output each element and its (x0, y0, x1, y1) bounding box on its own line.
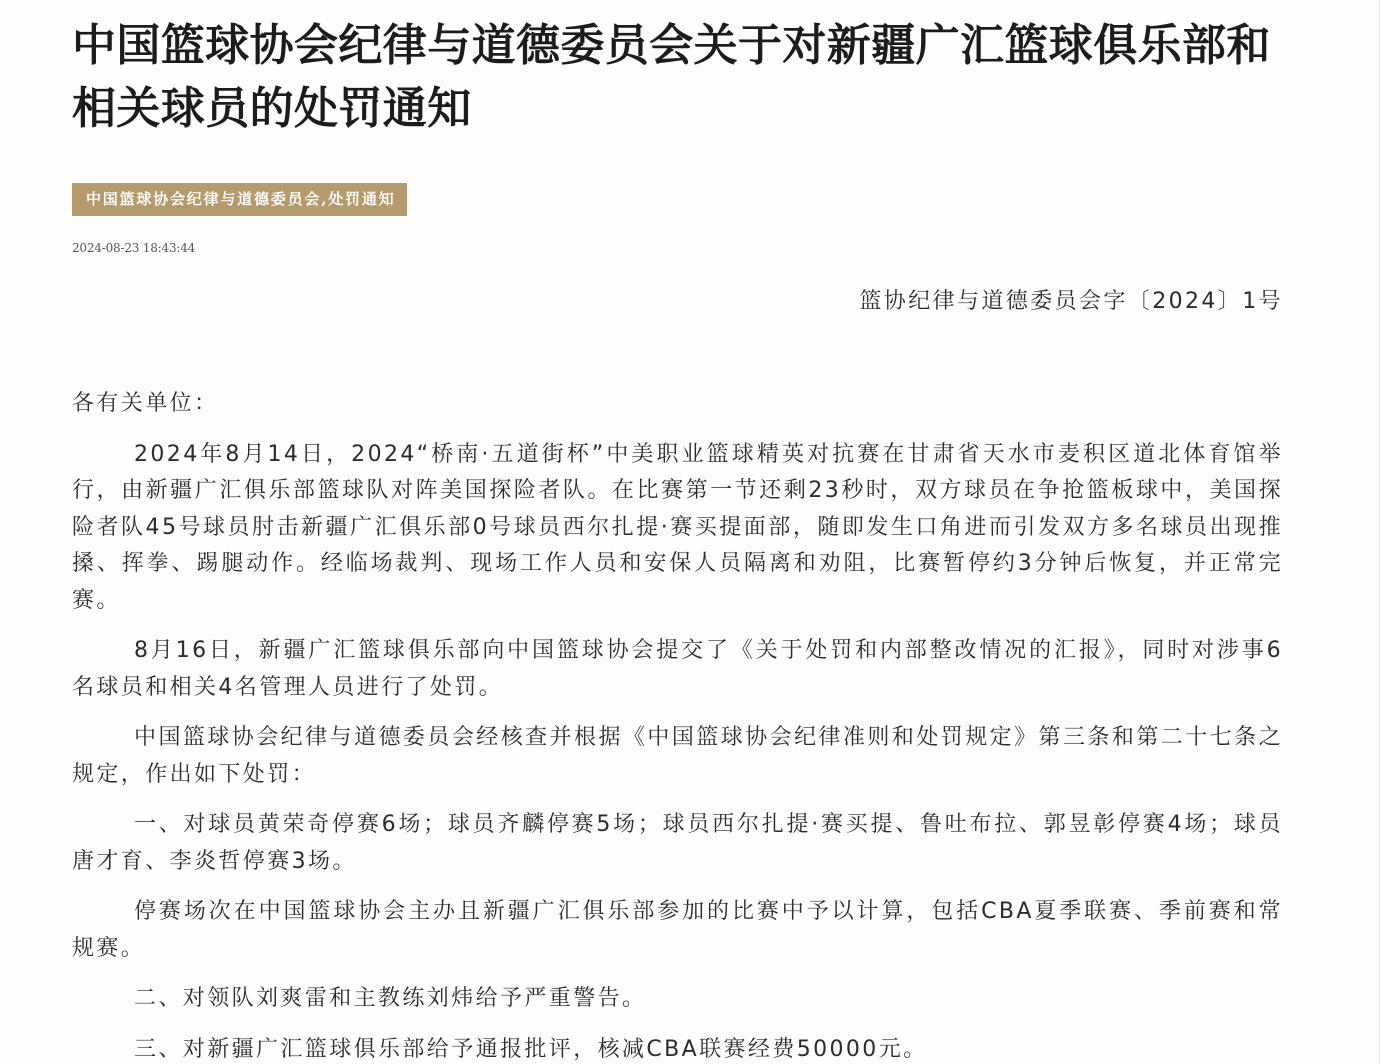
category-tag[interactable]: 中国篮球协会纪律与道德委员会,处罚通知 (72, 183, 407, 216)
salutation: 各有关单位： (72, 391, 219, 416)
suspension-note: 停赛场次在中国篮球协会主办且新疆广汇俱乐部参加的比赛中予以计算，包括CBA夏季联赛、季前赛和常规赛。 (72, 899, 1283, 961)
document-number: 篮协纪律与道德委员会字〔2024〕1号 (859, 289, 1283, 314)
penalty-item-1: 一、对球员黄荣奇停赛6场；球员齐麟停赛5场；球员西尔扎提·赛买提、鲁吐布拉、郭昱彰停赛4场；球员唐才育、李炎哲停赛3场。 (72, 812, 1283, 874)
article-title: 中国篮球协会纪律与道德委员会关于对新疆广汇篮球俱乐部和相关球员的处罚通知 (72, 20, 1271, 134)
body-paragraph-2: 8月16日，新疆广汇篮球俱乐部向中国篮球协会提交了《关于处罚和内部整改情况的汇报》，同时对涉事6名球员和相关4名管理人员进行了处罚。 (72, 638, 1283, 700)
penalty-item-3: 三、对新疆广汇篮球俱乐部给予通报批评，核减CBA联赛经费50000元。 (134, 1036, 928, 1062)
publish-timestamp: 2024-08-23 18:43:44 (72, 241, 196, 255)
tag-row (72, 183, 1283, 216)
body-paragraph-3: 中国篮球协会纪律与道德委员会经核查并根据《中国篮球协会纪律准则和处罚规定》第三条和第二十七条之规定，作出如下处罚： (72, 725, 1283, 787)
penalty-item-2: 二、对领队刘爽雷和主教练刘炜给予严重警告。 (134, 986, 647, 1011)
body-paragraph-1: 2024年8月14日，2024“桥南·五道街杯”中美职业篮球精英对抗赛在甘肃省天水市麦积区道北体育馆举行，由新疆广汇俱乐部篮球队对阵美国探险者队。在比赛第一节还剩23秒时，双方球员在争抢篮板球中，美国探险者队45号球员肘击新疆广汇俱乐部0号球员西尔扎提·赛买提面部，随即发生口角进而引发双方多名球员出现推搡、挥拳、踢腿动作。经临场裁判、现场工作人员和安保人员隔离和劝阻，比赛暂停约3分钟后恢复，并正常完赛。 (72, 441, 1283, 613)
